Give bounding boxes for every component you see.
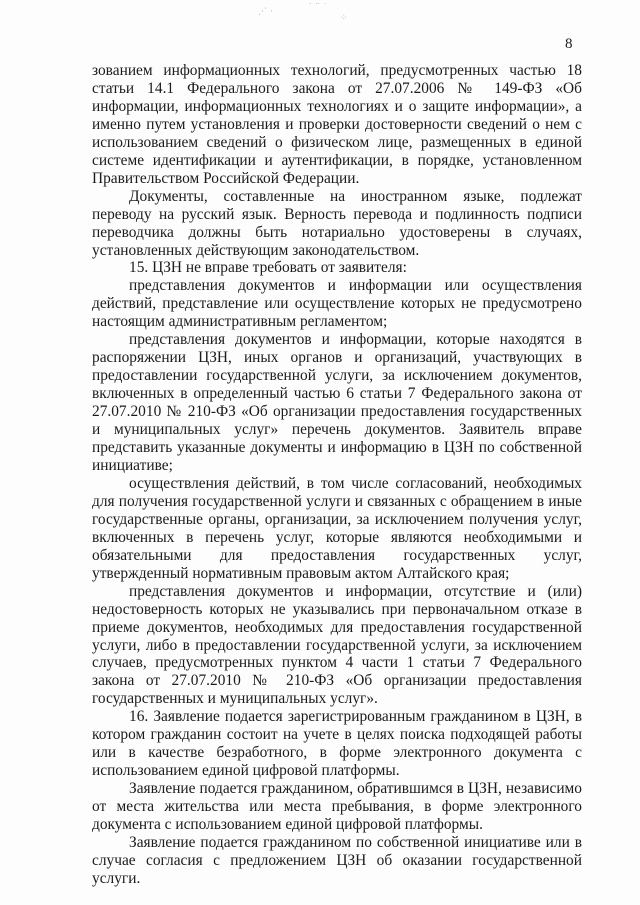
paragraph-2: Документы, составленные на иностранном языке, подлежат переводу на русский язык. Верность перевода и подлинность подписи переводчика должны быть нотариально удостоверены в случаях, установленных действующим законодательством. [92,187,582,259]
scan-artifact: ˙ ¨ ˙ [308,3,328,13]
scan-artifact: ⁘ [340,13,348,23]
paragraph-1: зованием информационных технологий, предусмотренных частью 18 статьи 14.1 Федерального закона от 27.07.2006 № 149-ФЗ «Об информации, информационных технологиях и о защите информации», а именно путем установления и проверки достоверности сведений о нем с использованием сведений о физическом лице, размещенных в единой системе идентификации и аутентификации, в порядке, установленном Правительством Российской Федерации. [92,62,582,187]
paragraph-7: представления документов и информации, отсутствие и (или) недостоверность которых не указывались при первоначальном отказе в приеме документов, необходимых для предоставления государственной услуги, либо в предоставлении государственной услуги, за исключением случаев, предусмотренных пунктом 4 части 1 статьи 7 Федерального закона от 27.07.2010 № 210-ФЗ «Об организации предоставления государственных и муниципальных услуг». [92,582,582,708]
paragraph-5: представления документов и информации, которые находятся в распоряжении ЦЗН, иных органов и организаций, участвующих в предоставлении государственной услуги, за исключением документов, включенных в определенный частью 6 статьи 7 Федерального закона от 27.07.2010 № 210-ФЗ «Об организации предоставления государственных и муниципальных услуг» перечень документов. Заявитель вправе представить указанные документы и информацию в ЦЗН по собственной инициативе; [92,331,582,474]
paragraph-4: представления документов и информации или осуществления действий, представление или осуществление которых не предусмотрено настоящим административным регламентом; [92,277,582,331]
document-body [92,62,582,888]
paragraph-10: Заявление подается гражданином по собственной инициативе или в случае согласия с предложением ЦЗН об оказании государственной услуги. [92,833,582,887]
page-number: 8 [565,36,573,52]
paragraph-8: 16. Заявление подается зарегистрированным гражданином в ЦЗН, в котором гражданин состоит на учете в целях поиска подходящей работы или в качестве безработного, в форме электронного документа с использованием единой цифровой платформы. [92,708,582,780]
paragraph-9: Заявление подается гражданином, обратившимся в ЦЗН, независимо от места жительства или места пребывания, в форме электронного документа с использованием единой цифровой платформы. [92,780,582,834]
scan-artifact: ⋰ · [258,7,273,17]
paragraph-3: 15. ЦЗН не вправе требовать от заявителя: [129,259,407,277]
paragraph-6: осуществления действий, в том числе согласований, необходимых для получения государственной услуги и связанных с обращением в иные государственные органы, организации, за исключением получения услуг, включенных в перечень услуг, которые являются необходимыми и обязательными для предоставления государственных услуг, утвержденный нормативным правовым актом Алтайского края; [92,474,582,582]
